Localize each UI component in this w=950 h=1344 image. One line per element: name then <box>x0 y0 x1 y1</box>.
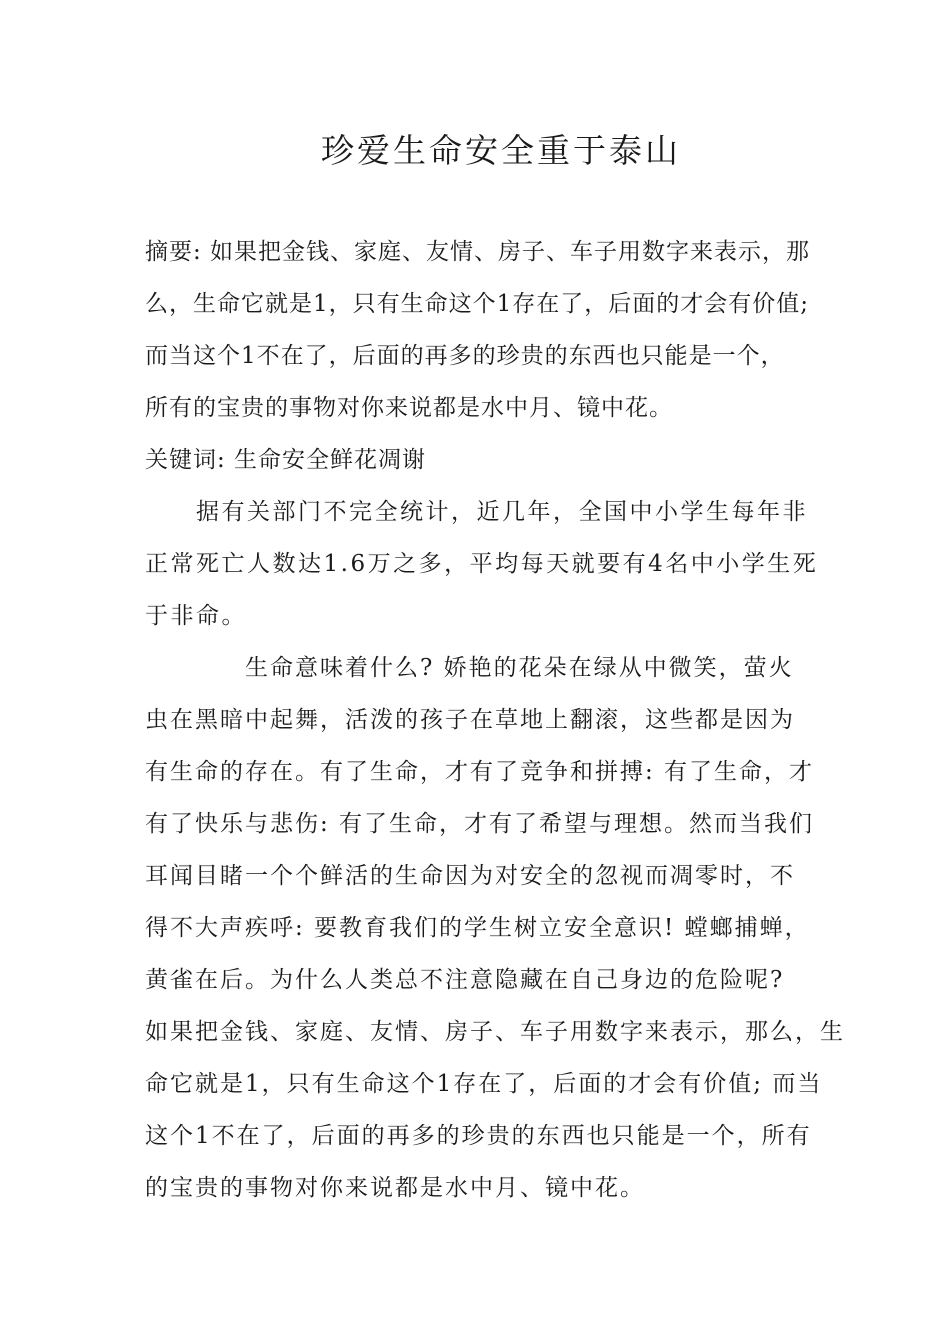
paragraph-line: 有了快乐与悲伤: 有了生命，才有了希望与理想。然而当我们 <box>145 811 815 837</box>
keywords-paragraph <box>145 434 825 486</box>
paragraph-line: 这个1不在了，后面的再多的珍贵的东西也只能是一个，所有 <box>145 1123 812 1149</box>
document-title: 珍爱生命安全重于泰山 <box>321 131 681 170</box>
paragraph-line: 虫在黑暗中起舞，活泼的孩子在草地上翻滚，这些都是因为 <box>145 707 795 733</box>
document-body <box>145 226 845 1214</box>
paragraph-line: 命它就是1，只有生命这个1存在了，后面的才会有价值; 而当 <box>145 1071 823 1097</box>
life-meaning-paragraph <box>145 642 845 1214</box>
paragraph-line: 黄雀在后。为什么人类总不注意隐藏在自己身边的危险呢? <box>145 967 785 993</box>
paragraph-line: 有生命的存在。有了生命，才有了竞争和拼搏: 有了生命，才 <box>145 759 815 785</box>
paragraph-line: 的宝贵的事物对你来说都是水中月、镜中花。 <box>145 1175 645 1201</box>
abstract-paragraph <box>145 226 825 434</box>
paragraph-line: 如果把金钱、家庭、友情、房子、车子用数字来表示，那么，生 <box>145 1019 845 1045</box>
keywords-line: 关键词: 生命安全鲜花凋谢 <box>145 447 427 473</box>
abstract-line: 么，生命它就是1，只有生命这个1存在了，后面的才会有价值; <box>145 291 810 317</box>
statistics-paragraph <box>145 486 825 642</box>
paragraph-line: 耳闻目睹一个个鲜活的生命因为对安全的忽视而凋零时，不 <box>145 863 795 889</box>
abstract-line: 摘要: 如果把金钱、家庭、友情、房子、车子用数字来表示，那 <box>145 239 811 265</box>
paragraph-line: 得不大声疾呼: 要教育我们的学生树立安全意识! 螳螂捕蝉， <box>145 915 810 941</box>
paragraph-line: 正常死亡人数达1.6万之多，平均每天就要有4名中小学生死 <box>145 551 819 577</box>
paragraph-line: 于非命。 <box>145 603 247 629</box>
abstract-line: 所有的宝贵的事物对你来说都是水中月、镜中花。 <box>145 395 673 421</box>
paragraph-line: 据有关部门不完全统计，近几年，全国中小学生每年非 <box>145 499 808 525</box>
paragraph-line: 生命意味着什么? 娇艳的花朵在绿从中微笑，萤火 <box>145 655 794 681</box>
abstract-line: 而当这个1不在了，后面的再多的珍贵的东西也只能是一个， <box>145 343 785 369</box>
